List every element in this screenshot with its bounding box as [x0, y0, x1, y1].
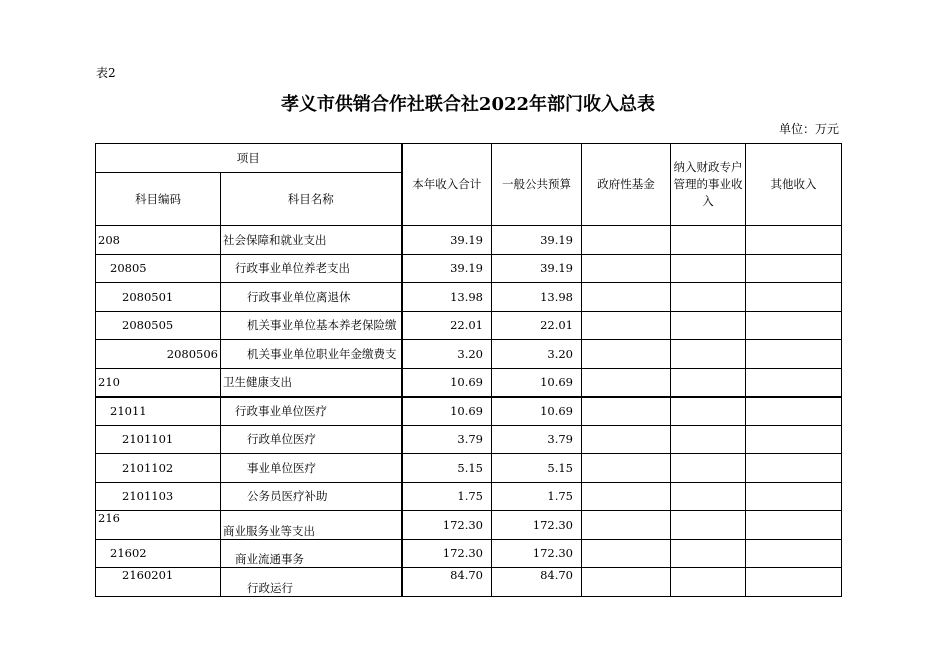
row-fund — [582, 482, 671, 511]
row-special — [671, 568, 746, 597]
row-fund — [582, 340, 671, 369]
row-total: 3.79 — [402, 425, 492, 454]
table-row — [96, 568, 842, 597]
row-special — [671, 311, 746, 340]
row-name: 机关事业单位基本养老保险缴 — [221, 311, 402, 340]
header-row-1 — [96, 144, 842, 173]
row-other — [746, 511, 842, 540]
table-row — [96, 425, 842, 454]
row-code: 2080501 — [96, 283, 221, 312]
row-code: 21011 — [96, 397, 221, 426]
row-fund — [582, 397, 671, 426]
row-general: 3.79 — [492, 425, 582, 454]
row-total: 39.19 — [402, 226, 492, 255]
row-total: 22.01 — [402, 311, 492, 340]
row-special — [671, 340, 746, 369]
row-general: 10.69 — [492, 368, 582, 397]
row-special — [671, 454, 746, 483]
table-row — [96, 311, 842, 340]
table-row — [96, 397, 842, 426]
row-fund — [582, 568, 671, 597]
row-general: 10.69 — [492, 397, 582, 426]
table-row — [96, 539, 842, 568]
table-row — [96, 482, 842, 511]
row-general: 3.20 — [492, 340, 582, 369]
page-title: 孝义市供销合作社联合社2022年部门收入总表 — [280, 94, 656, 115]
header-total: 本年收入合计 — [402, 144, 492, 226]
row-total: 172.30 — [402, 511, 492, 540]
row-other — [746, 539, 842, 568]
row-name: 商业流通事务 — [221, 539, 402, 568]
row-code: 2160201 — [96, 568, 221, 597]
row-other — [746, 226, 842, 255]
table-row — [96, 254, 842, 283]
row-code: 216 — [96, 511, 221, 540]
row-name: 行政事业单位医疗 — [221, 397, 402, 426]
row-fund — [582, 254, 671, 283]
row-code: 21602 — [96, 539, 221, 568]
row-other — [746, 425, 842, 454]
row-total: 172.30 — [402, 539, 492, 568]
row-code: 20805 — [96, 254, 221, 283]
table-row — [96, 283, 842, 312]
row-total: 3.20 — [402, 340, 492, 369]
row-fund — [582, 539, 671, 568]
row-name: 行政事业单位离退休 — [221, 283, 402, 312]
header-special-account: 纳入财政专户管理的事业收入 — [671, 144, 746, 226]
row-name: 行政单位医疗 — [221, 425, 402, 454]
row-name: 卫生健康支出 — [221, 368, 402, 397]
table-row — [96, 340, 842, 369]
row-special — [671, 397, 746, 426]
row-name: 行政运行 — [221, 568, 402, 597]
row-special — [671, 511, 746, 540]
row-code: 208 — [96, 226, 221, 255]
row-other — [746, 397, 842, 426]
row-general: 84.70 — [492, 568, 582, 597]
row-code: 2080505 — [96, 311, 221, 340]
row-total: 1.75 — [402, 482, 492, 511]
row-general: 39.19 — [492, 254, 582, 283]
header-code: 科目编码 — [96, 173, 221, 226]
row-special — [671, 539, 746, 568]
header-item: 项目 — [96, 144, 402, 173]
row-special — [671, 368, 746, 397]
row-code: 210 — [96, 368, 221, 397]
row-general: 5.15 — [492, 454, 582, 483]
table-row — [96, 454, 842, 483]
row-general: 13.98 — [492, 283, 582, 312]
row-code: 2080506 — [96, 340, 221, 369]
row-special — [671, 482, 746, 511]
row-name: 事业单位医疗 — [221, 454, 402, 483]
row-fund — [582, 454, 671, 483]
row-other — [746, 340, 842, 369]
row-general: 172.30 — [492, 511, 582, 540]
row-code: 2101102 — [96, 454, 221, 483]
row-name: 公务员医疗补助 — [221, 482, 402, 511]
row-other — [746, 283, 842, 312]
row-other — [746, 311, 842, 340]
row-other — [746, 254, 842, 283]
header-other-income: 其他收入 — [746, 144, 842, 226]
row-name: 行政事业单位养老支出 — [221, 254, 402, 283]
row-code: 2101103 — [96, 482, 221, 511]
table-row — [96, 226, 842, 255]
row-other — [746, 568, 842, 597]
row-other — [746, 482, 842, 511]
row-general: 39.19 — [492, 226, 582, 255]
row-name: 社会保障和就业支出 — [221, 226, 402, 255]
row-fund — [582, 283, 671, 312]
row-name: 机关事业单位职业年金缴费支 — [221, 340, 402, 369]
row-fund — [582, 425, 671, 454]
row-other — [746, 368, 842, 397]
row-special — [671, 254, 746, 283]
table-row — [96, 511, 842, 540]
header-general-budget: 一般公共预算 — [492, 144, 582, 226]
row-fund — [582, 311, 671, 340]
row-general: 1.75 — [492, 482, 582, 511]
row-special — [671, 226, 746, 255]
row-total: 39.19 — [402, 254, 492, 283]
header-name: 科目名称 — [221, 173, 402, 226]
row-name: 商业服务业等支出 — [221, 511, 402, 540]
row-total: 10.69 — [402, 368, 492, 397]
header-government-fund: 政府性基金 — [582, 144, 671, 226]
row-code: 2101101 — [96, 425, 221, 454]
row-total: 5.15 — [402, 454, 492, 483]
row-fund — [582, 226, 671, 255]
table-row — [96, 368, 842, 397]
row-total: 10.69 — [402, 397, 492, 426]
unit-label: 单位：万元 — [778, 122, 839, 136]
income-summary-table — [95, 143, 842, 597]
row-fund — [582, 368, 671, 397]
row-total: 84.70 — [402, 568, 492, 597]
row-general: 172.30 — [492, 539, 582, 568]
row-general: 22.01 — [492, 311, 582, 340]
row-total: 13.98 — [402, 283, 492, 312]
row-other — [746, 454, 842, 483]
row-special — [671, 425, 746, 454]
table-label: 表2 — [96, 66, 116, 80]
row-fund — [582, 511, 671, 540]
row-special — [671, 283, 746, 312]
